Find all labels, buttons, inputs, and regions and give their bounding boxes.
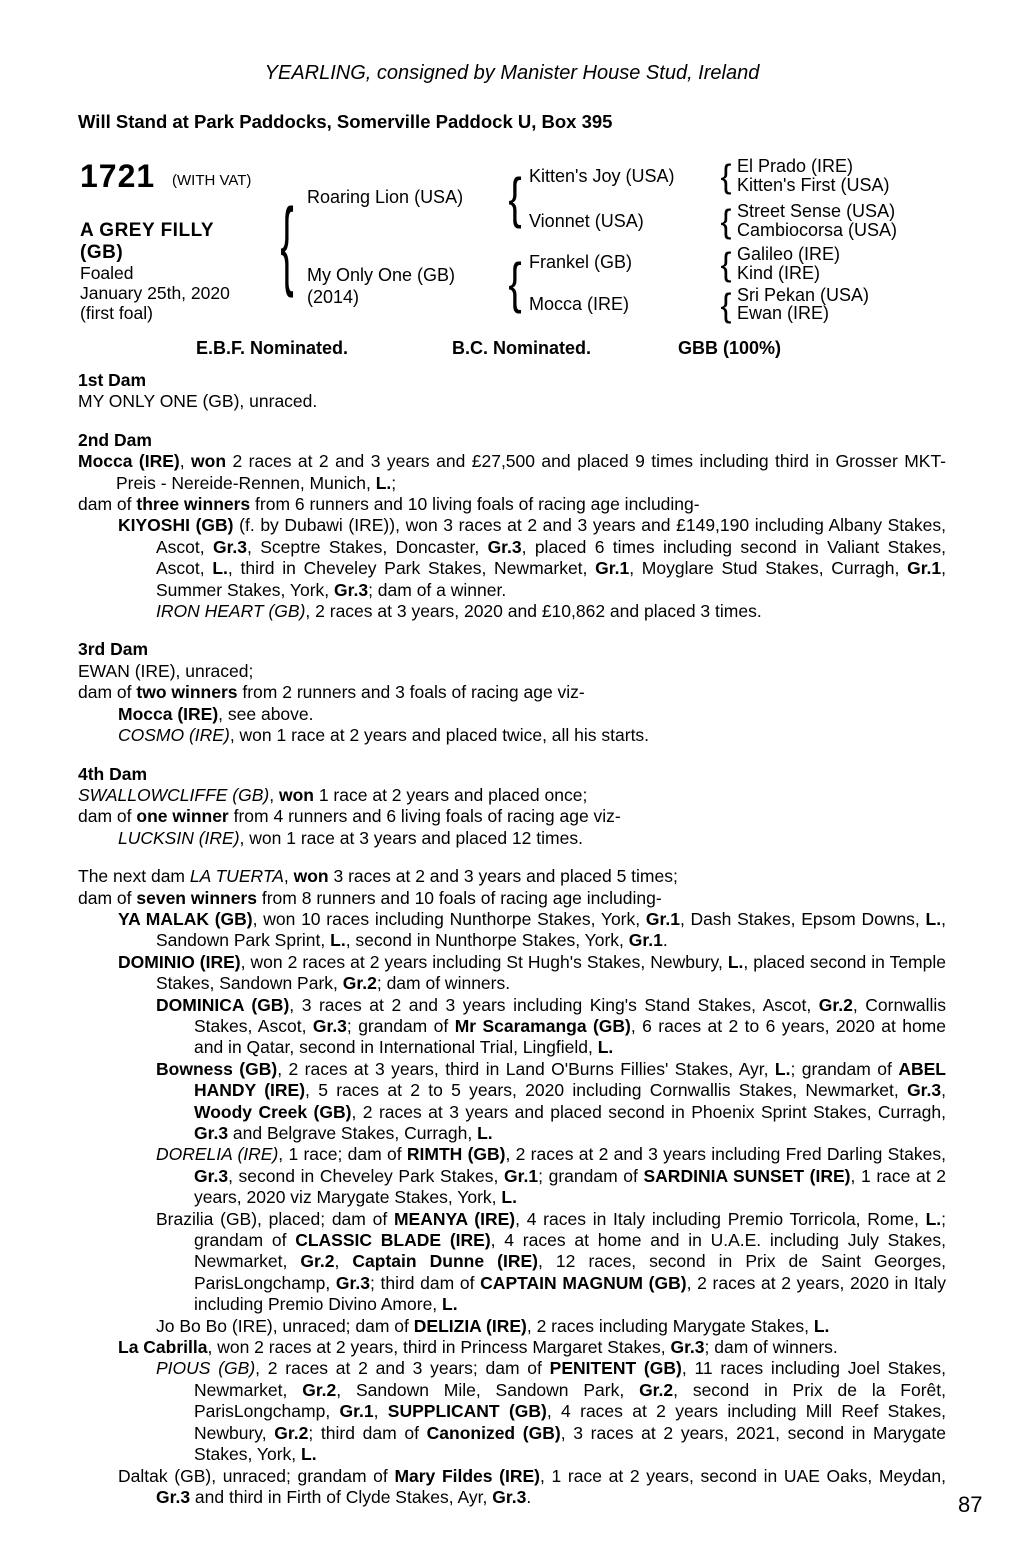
lot-number: 1721 (80, 158, 156, 194)
para-dominica: DOMINICA (GB), 3 races at 2 and 3 years including King's Stand Stakes, Ascot, Gr.2, Cornwallis Stakes, Ascot, Gr.3; grandam of Mr Scaramanga (GB), 6 races at 2 to 6 years, 2020 at home and in Qatar, second in International Trial, Lingfield, L. (156, 994, 946, 1058)
ds-sire-name: Galileo (IRE) (737, 244, 841, 264)
ss-sire-name: El Prado (IRE) (737, 156, 854, 176)
page-number: 87 (958, 1492, 983, 1517)
para-swallowcliffe: SWALLOWCLIFFE (GB), won 1 race at 2 years and placed once; (78, 784, 588, 805)
sd-sire-name: Street Sense (USA) (737, 201, 896, 221)
para-dam-of-seven-winners: dam of seven winners from 8 runners and 10 foals of racing age including- (78, 887, 662, 908)
sire-name: Roaring Lion (USA) (307, 187, 464, 207)
ss-dam-name: Kitten's First (USA) (737, 175, 890, 195)
heading-3rd-dam: 3rd Dam (78, 639, 149, 660)
sd-dam-name: Cambiocorsa (USA) (737, 220, 898, 240)
para-dam-of-three-winners: dam of three winners from 6 runners and 10 living foals of racing age including- (78, 494, 700, 515)
para-dam-of-one-winner: dam of one winner from 4 runners and 6 living foals of racing age viz- (78, 806, 621, 827)
heading-4th-dam: 4th Dam (78, 763, 148, 784)
dd-sire-name: Sri Pekan (USA) (737, 285, 870, 305)
para-jo-bo-bo: Jo Bo Bo (IRE), unraced; dam of DELIZIA (IRE), 2 races including Marygate Stakes, L. (156, 1315, 830, 1336)
para-dorelia: DORELIA (IRE), 1 race; dam of RIMTH (GB), 2 races at 2 and 3 years including Fred Darling Stakes, Gr.3, second in Cheveley Park Stakes, Gr.1; grandam of SARDINIA SUNSET (IRE), 1 race at 2 years, 2020 viz Marygate Stakes, York, L. (156, 1144, 946, 1208)
pedigree-brace-icon: { (720, 157, 732, 195)
bc-nomination: B.C. Nominated. (452, 338, 592, 358)
pedigree-brace-icon: { (280, 191, 294, 299)
heading-2nd-dam: 2nd Dam (78, 429, 152, 450)
gbb-badge: GBB (100%) (678, 338, 782, 358)
heading-1st-dam: 1st Dam (78, 370, 147, 390)
dam-year: (2014) (307, 287, 360, 307)
para-dominio: DOMINIO (IRE), won 2 races at 2 years including St Hugh's Stakes, Newbury, L., placed second in Temple Stakes, Sandown Park, Gr.2; dam of winners. (118, 951, 946, 994)
dam-name: My Only One (GB) (307, 265, 456, 285)
para-daltak: Daltak (GB), unraced; grandam of Mary Fildes (IRE), 1 race at 2 years, second in UAE Oaks, Meydan, Gr.3 and third in Firth of Clyde Stakes, Ayr, Gr.3. (118, 1465, 946, 1507)
para-ewan: EWAN (IRE), unraced; (78, 660, 254, 681)
para-la-tuerta: The next dam LA TUERTA, won 3 races at 2 and 3 years and placed 5 times; (78, 866, 678, 887)
pedigree-brace-icon: { (720, 202, 732, 240)
stand-location: Will Stand at Park Paddocks, Somerville Paddock U, Box 395 (78, 111, 613, 132)
pedigree-brace-icon: { (720, 245, 732, 283)
pedigree-text (78, 370, 946, 1508)
dam-dam-name: Mocca (IRE) (529, 294, 630, 314)
horse-description-line2: (GB) (80, 242, 124, 263)
sire-dam-name: Vionnet (USA) (529, 211, 644, 231)
foaled-label: Foaled (80, 263, 134, 283)
para-kiyoshi: KIYOSHI (GB) (f. by Dubawi (IRE)), won 3 races at 2 and 3 years and £149,190 including Albany Stakes, Ascot, Gr.3, Sceptre Stakes, Doncaster, Gr.3, placed 6 times including second in Valiant Stakes, Ascot, L., third in Cheveley Park Stakes, Newmarket, Gr.1, Moyglare Stud Stakes, Curragh, Gr.1, Summer Stakes, York, Gr.3; dam of a winner. (118, 515, 947, 600)
pedigree-brace-icon: { (508, 168, 522, 230)
para-ya-malak: YA MALAK (GB), won 10 races including Nunthorpe Stakes, York, Gr.1, Dash Stakes, Epsom Downs, L., Sandown Park Sprint, L., second in Nunthorpe Stakes, York, Gr.1. (118, 908, 946, 951)
para-mocca: Mocca (IRE), won 2 races at 2 and 3 years and £27,500 and placed 9 times including third in Grosser MKT-Preis - Nereide-Rennen, Munich, L.; (78, 451, 947, 493)
pedigree-brace-icon: { (720, 286, 732, 324)
dd-dam-name: Ewan (IRE) (737, 303, 830, 323)
para-dam-of-two-winners: dam of two winners from 2 runners and 3 foals of racing age viz- (78, 682, 585, 703)
pedigree-brace-icon: { (508, 253, 522, 315)
para-my-only-one: MY ONLY ONE (GB), unraced. (78, 391, 318, 412)
para-lucksin: LUCKSIN (IRE), won 1 race at 3 years and placed 12 times. (118, 827, 583, 848)
para-la-cabrilla: La Cabrilla, won 2 races at 2 years, third in Princess Margaret Stakes, Gr.3; dam of winners. (118, 1337, 838, 1358)
para-bowness: Bowness (GB), 2 races at 3 years, third in Land O'Burns Fillies' Stakes, Ayr, L.; grandam of ABEL HANDY (IRE), 5 races at 2 to 5 years, 2020 including Cornwallis Stakes, Newmarket, Gr.3, Woody Creek (GB), 2 races at 3 years and placed second in Phoenix Sprint Stakes, Curragh, Gr.3 and Belgrave Stakes, Curragh, L. (156, 1058, 947, 1143)
lot-vat-note: (WITH VAT) (172, 172, 252, 189)
para-cosmo: COSMO (IRE), won 1 race at 2 years and placed twice, all his starts. (118, 725, 650, 746)
foaled-date: January 25th, 2020 (80, 283, 230, 303)
ds-dam-name: Kind (IRE) (737, 263, 821, 283)
horse-description-line1: A GREY FILLY (80, 220, 215, 241)
foal-note: (first foal) (80, 303, 153, 323)
para-pious: PIOUS (GB), 2 races at 2 and 3 years; dam of PENITENT (GB), 11 races including Joel Stakes, Newmarket, Gr.2, Sandown Mile, Sandown Park, Gr.2, second in Prix de la Forêt, ParisLongchamp, Gr.1, SUPPLICANT (GB), 4 races at 2 years including Mill Reef Stakes, Newbury, Gr.2; third dam of Canonized (GB), 3 races at 2 years, 2021, second in Marygate Stakes, York, L. (156, 1358, 947, 1465)
para-brazilia: Brazilia (GB), placed; dam of MEANYA (IRE), 4 races in Italy including Premio Torricola, Rome, L.; grandam of CLASSIC BLADE (IRE), 4 races at home and in U.A.E. including July Stakes, Newmarket, Gr.2, Captain Dunne (IRE), 12 races, second in Prix de Saint Georges, ParisLongchamp, Gr.3; third dam of CAPTAIN MAGNUM (GB), 2 races at 2 years, 2020 in Italy including Premio Divino Amore, L. (156, 1208, 947, 1315)
para-iron-heart: IRON HEART (GB), 2 races at 3 years, 2020 and £10,862 and placed 3 times. (156, 601, 762, 622)
ebf-nomination: E.B.F. Nominated. (196, 338, 349, 358)
page-title: YEARLING, consigned by Manister House Stud, Ireland (264, 62, 760, 84)
sire-sire-name: Kitten's Joy (USA) (529, 166, 675, 186)
dam-sire-name: Frankel (GB) (529, 252, 633, 272)
para-mocca-see-above: Mocca (IRE), see above. (118, 703, 314, 724)
